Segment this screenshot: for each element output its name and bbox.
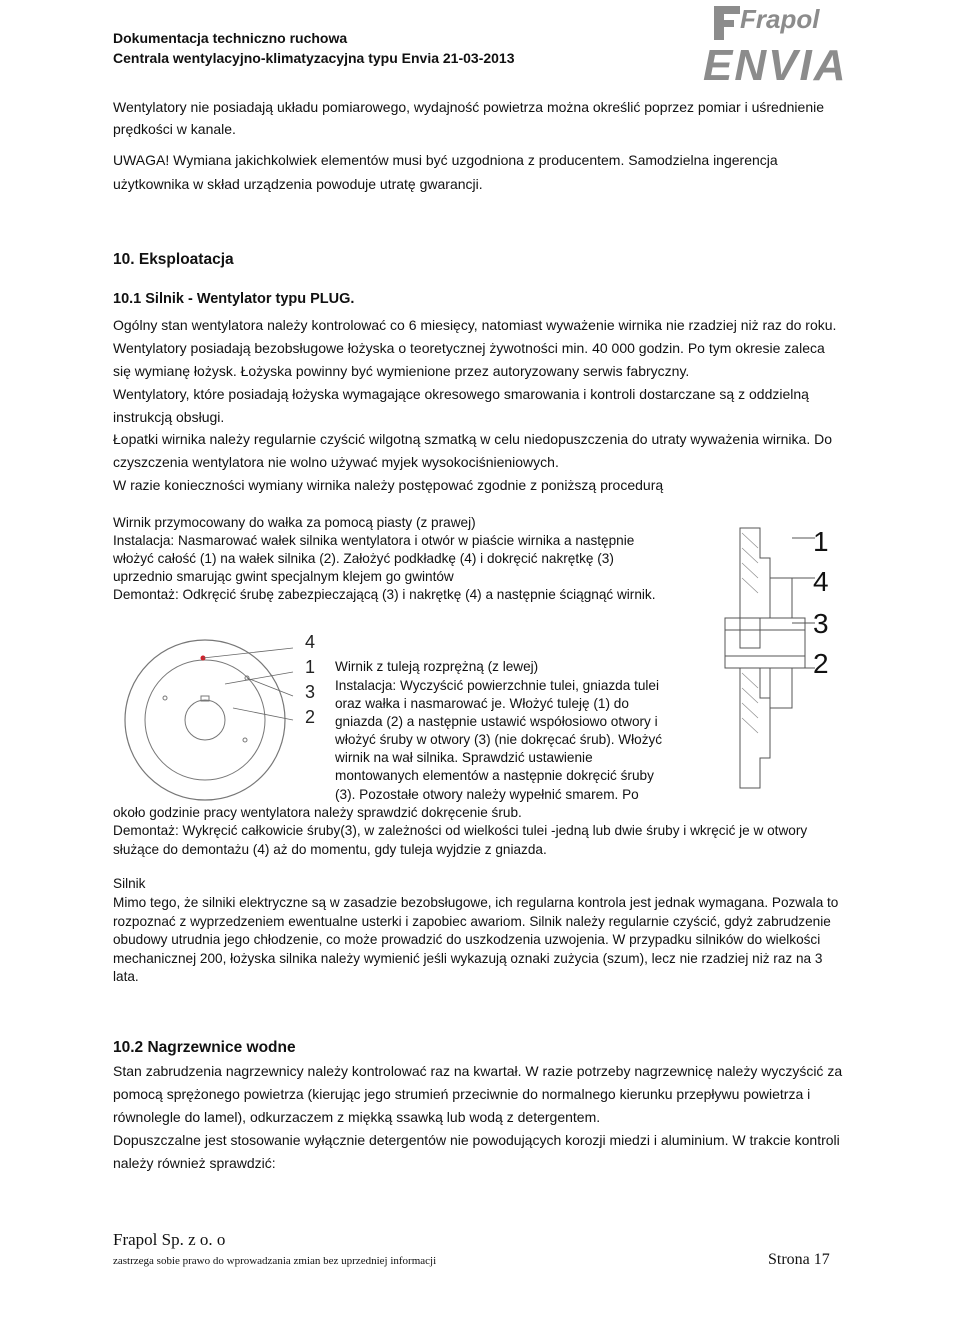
hub-line-3: włożyć całość (1) na wałek silnika (2). Założyć podkładkę (4) i dokręcić nakrętkę (3)	[113, 551, 614, 566]
frapol-logo-icon	[676, 2, 846, 84]
bushing-line-5: włożyć śruby w otwory (3) (nie dokręcać śrub). Włożyć	[335, 732, 663, 747]
section-10-1-para-4: W razie konieczności wymiany wirnika należy postępować zgodnie z poniższą procedurą	[113, 477, 664, 493]
bushing-line-9: około godzinie pracy wentylatora należy sprawdzić dokręcenie śrub.	[113, 805, 522, 820]
right-label-c: 3	[813, 608, 829, 639]
hub-line-1: Wirnik przymocowany do wałka za pomocą piasty (z prawej)	[113, 515, 476, 530]
hub-line-5: Demontaż: Odkręcić śrubę zabezpieczającą (3) i nakrętkę (4) a następnie ściągnąć wirnik.	[113, 587, 656, 602]
section-10-1-title: 10.1 Silnik - Wentylator typu PLUG.	[113, 291, 355, 307]
warning-paragraph: UWAGA! Wymiana jakichkolwiek elementów musi być uzgodniona z producentem. Samodzielna ingerencja użytkownika w skład urządzenia powoduje utratę gwarancji.	[113, 152, 778, 192]
hub-line-2: Instalacja: Nasmarować wałek silnika wentylatora i otwór w piaście wirnika a następnie	[113, 533, 635, 548]
bushing-line-8: (3). Pozostałe otwory należy wypełnić smarem. Po	[335, 787, 639, 802]
motor-title: Silnik	[113, 876, 146, 891]
intro-paragraph-1: Wentylatory nie posiadają układu pomiarowego, wydajność powietrza można określić poprzez pomiar i uśrednienie prędkości w kanale.	[113, 99, 824, 137]
section-10-1-para-2: Wentylatory, które posiadają łożyska wymagające okresowego smarowania i kontroli dostarczane są z oddzielną instrukcją obsługi.	[113, 386, 809, 425]
left-label-a: 4	[305, 632, 316, 652]
left-label-c: 3	[305, 682, 316, 702]
footer-company: Frapol Sp. z o. o	[113, 1230, 226, 1249]
right-label-b: 4	[813, 566, 829, 597]
section-10-1-para-3: Łopatki wirnika należy regularnie czyścić wilgotną szmatką w celu niedopuszczenia do utraty wyważenia wirnika. Do czyszczenia wentylatora nie wolno używać myjek wysokociśnieniowych.	[113, 431, 832, 470]
doc-subtitle: Centrala wentylacyjno-klimatyzacyjna typu Envia 21-03-2013	[113, 50, 515, 66]
right-label-a: 1	[813, 526, 829, 557]
left-label-b: 1	[305, 657, 316, 677]
section-10-1-para-1: Ogólny stan wentylatora należy kontrolować co 6 miesięcy, natomiast wyważenie wirnika nie rzadziej niż raz do roku. Wentylatory posiadają bezobsługowe łożyska o teoretycznej żywotności min. 40 000 godzin. Po tym okresie zaleca się wymianę łożysk. Łożyska powinny być wymienione przez autoryzowany serwis fabryczny.	[113, 317, 837, 379]
right-label-d: 2	[813, 648, 829, 679]
bushing-dismantle: Demontaż: Wykręcić całkowicie śruby(3), w zależności od wielkości tulei -jedną lub dwie śruby i wkręcić je w otwory służące do demontażu (4) aż do momentu, gdy tuleja wyjdzie z gniazda.	[113, 823, 808, 857]
bushing-line-2: Instalacja: Wyczyścić powierzchnie tulei, gniazda tulei	[335, 678, 660, 693]
company-logo	[676, 2, 846, 84]
motor-body: Mimo tego, że silniki elektryczne są w zasadzie bezobsługowe, ich regularna kontrola jest jednak wymagana. Pozwala to rozpoznać z wyprzedzeniem ewentualne usterki i zapobiec awariom. Silnik należy regularnie czyścić, gdyż zabrudzenie obudowy utrudnia jego chłodzenie, co może prowadzić do uszkodzenia uzwojenia. W przypadku silników do wielkości mechanicznej 200, łożyska silnika należy wymienić jeśli wykazują oznaki zużycia (szum), lecz nie rzadziej niż raz na 3 lata.	[113, 895, 839, 984]
doc-title: Dokumentacja techniczno ruchowa	[113, 30, 348, 46]
logo-product: ENVIA	[703, 41, 846, 84]
section-10-title: 10. Eksploatacja	[113, 251, 234, 268]
footer-note: zastrzega sobie prawo do wprowadzania zmian bez uprzedniej informacji	[113, 1255, 437, 1267]
section-10-2-para-1: Stan zabrudzenia nagrzewnicy należy kontrolować raz na kwartał. W razie potrzeby nagrzewnicę należy wyczyścić za pomocą sprężonego powietrza (kierując jego strumień przeciwnie do normalnego kierunku przepływu powietrza i równolegle do lamel), odkurzaczem z miękką ssawką lub wodą z detergentem.	[113, 1063, 843, 1125]
left-label-d: 2	[305, 707, 316, 727]
section-10-2-para-2: Dopuszczalne jest stosowanie wyłącznie detergentów nie powodujących korozji miedzi i aluminium. W trakcie kontroli należy również sprawdzić:	[113, 1132, 840, 1171]
section-10-2-title: 10.2 Nagrzewnice wodne	[113, 1039, 296, 1056]
bushing-line-6: wirnik na wał silnika. Sprawdzić ustawienie	[335, 750, 593, 765]
logo-brand: Frapol	[740, 4, 820, 34]
bushing-line-3: oraz wałka i nasmarować je. Włożyć tuleję (1) do	[335, 696, 629, 711]
bushing-diagram	[113, 628, 328, 808]
page-number: Strona 17	[768, 1251, 830, 1268]
hub-line-4: uprzednio smarując gwint specjalnym klejem go gwintów	[113, 569, 454, 584]
bushing-line-1: Wirnik z tuleją rozprężną (z lewej)	[335, 659, 539, 674]
bushing-line-7: montowanych elementów a następnie dokręcić śruby	[335, 768, 654, 783]
bushing-line-4: gniazda (2) a następnie ustawić współosiowo otwory i	[335, 714, 658, 729]
